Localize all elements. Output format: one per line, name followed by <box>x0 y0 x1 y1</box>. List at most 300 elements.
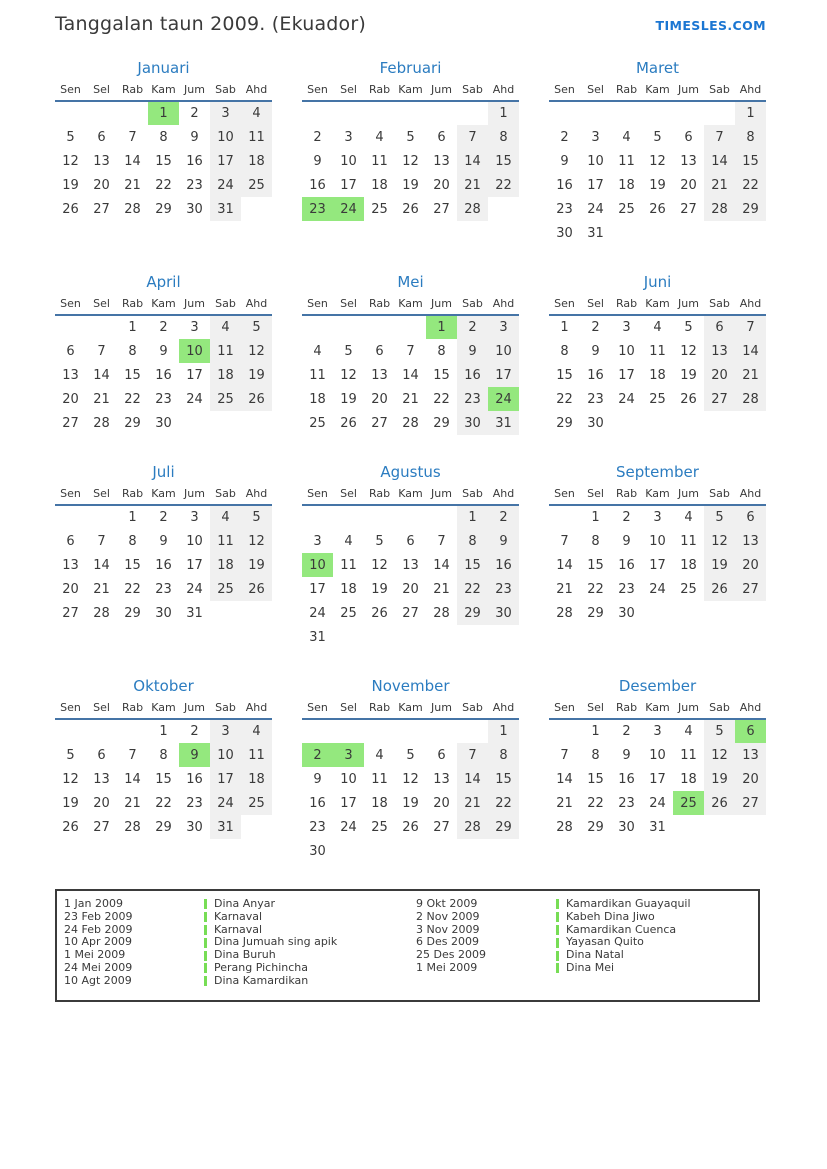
month-title[interactable]: Januari <box>137 59 190 77</box>
day-cell: 19 <box>402 795 419 811</box>
holiday-date: 1 Jan 2009 <box>64 897 123 910</box>
holiday-color-bar <box>204 951 207 961</box>
day-cell: 15 <box>124 557 141 573</box>
day-header: Jum <box>673 296 704 315</box>
day-cell: 9 <box>457 339 488 363</box>
month-title[interactable]: Agustus <box>380 463 441 481</box>
holiday-color-bar <box>556 899 559 909</box>
empty-cell <box>642 101 673 125</box>
day-cell: 2 <box>302 743 333 767</box>
legend-column <box>416 898 768 988</box>
holiday-color-bar <box>556 925 559 935</box>
day-cell: 2 <box>488 505 519 529</box>
day-cell: 3 <box>344 129 353 145</box>
day-cell: 18 <box>340 581 357 597</box>
day-cell: 22 <box>124 581 141 597</box>
day-cell: 4 <box>241 101 272 125</box>
day-cell: 17 <box>649 771 666 787</box>
holiday-date: 2 Nov 2009 <box>416 909 480 923</box>
day-header: Sen <box>55 82 86 101</box>
day-header: Ahd <box>488 700 519 719</box>
day-cell: 10 <box>340 153 357 169</box>
day-cell: 27 <box>62 605 79 621</box>
day-cell: 8 <box>591 533 600 549</box>
day-cell: 31 <box>488 411 519 435</box>
day-cell: 26 <box>402 201 419 217</box>
empty-cell <box>611 411 642 435</box>
empty-cell <box>426 101 457 125</box>
day-cell: 24 <box>649 795 666 811</box>
day-cell: 17 <box>649 557 666 573</box>
day-cell: 25 <box>673 791 704 815</box>
day-header: Kam <box>148 700 179 719</box>
day-cell: 8 <box>159 129 168 145</box>
months-grid <box>55 59 766 863</box>
day-cell: 12 <box>241 339 272 363</box>
empty-cell <box>704 601 735 625</box>
day-cell: 21 <box>556 581 573 597</box>
day-cell: 28 <box>93 605 110 621</box>
empty-cell <box>735 411 766 435</box>
day-cell: 29 <box>735 197 766 221</box>
day-cell: 26 <box>62 819 79 835</box>
day-cell: 24 <box>186 581 203 597</box>
holiday-date: 6 Des 2009 <box>416 935 479 949</box>
day-cell: 26 <box>340 415 357 431</box>
day-cell: 17 <box>186 557 203 573</box>
day-cell: 15 <box>488 767 519 791</box>
day-cell: 22 <box>433 391 450 407</box>
day-cell: 13 <box>93 153 110 169</box>
day-cell: 3 <box>210 719 241 743</box>
day-header: Sab <box>704 82 735 101</box>
day-cell: 11 <box>309 367 326 383</box>
day-header: Sel <box>333 700 364 719</box>
day-cell: 8 <box>437 343 446 359</box>
day-cell: 9 <box>190 129 199 145</box>
day-cell: 27 <box>93 819 110 835</box>
day-cell: 8 <box>128 343 137 359</box>
day-cell: 19 <box>62 795 79 811</box>
day-header: Ahd <box>735 486 766 505</box>
day-header: Kam <box>642 486 673 505</box>
day-cell: 18 <box>618 177 635 193</box>
day-cell: 17 <box>210 767 241 791</box>
day-cell: 28 <box>556 605 573 621</box>
day-header: Sen <box>302 486 333 505</box>
day-cell: 31 <box>186 605 203 621</box>
month-calendar <box>549 296 766 435</box>
empty-cell <box>117 101 148 125</box>
day-cell: 28 <box>93 415 110 431</box>
day-cell: 31 <box>587 225 604 241</box>
day-header: Sen <box>549 296 580 315</box>
day-cell: 28 <box>457 197 488 221</box>
day-cell: 30 <box>309 843 326 859</box>
day-header: Ahd <box>241 700 272 719</box>
day-cell: 29 <box>124 605 141 621</box>
day-cell: 14 <box>556 771 573 787</box>
day-cell: 18 <box>680 771 697 787</box>
day-header: Rab <box>611 82 642 101</box>
day-cell: 25 <box>371 819 388 835</box>
day-cell: 13 <box>735 529 766 553</box>
day-header: Jum <box>673 700 704 719</box>
day-cell: 30 <box>556 225 573 241</box>
legend-row <box>64 911 416 924</box>
day-cell: 5 <box>704 505 735 529</box>
day-cell: 2 <box>190 724 199 739</box>
holiday-date: 25 Des 2009 <box>416 948 486 962</box>
day-cell: 28 <box>556 819 573 835</box>
day-header: Kam <box>642 82 673 101</box>
day-cell: 3 <box>488 315 519 339</box>
day-cell: 5 <box>66 129 75 145</box>
day-cell: 17 <box>186 367 203 383</box>
day-cell: 10 <box>488 339 519 363</box>
day-cell: 20 <box>402 581 419 597</box>
day-cell: 11 <box>680 747 697 763</box>
day-cell: 8 <box>591 747 600 763</box>
empty-cell <box>86 315 117 339</box>
day-cell: 13 <box>402 557 419 573</box>
day-cell: 2 <box>622 510 631 525</box>
day-cell: 5 <box>406 747 415 763</box>
day-cell: 25 <box>241 791 272 815</box>
day-cell: 7 <box>457 743 488 767</box>
day-cell: 5 <box>684 320 693 335</box>
day-cell: 21 <box>704 173 735 197</box>
day-cell: 6 <box>66 533 75 549</box>
empty-cell <box>395 101 426 125</box>
holiday-date: 10 Apr 2009 <box>64 935 133 949</box>
day-cell: 29 <box>124 415 141 431</box>
month-title[interactable]: Mei <box>397 273 424 291</box>
day-cell: 15 <box>433 367 450 383</box>
holiday-name: Karnaval <box>214 922 263 936</box>
holiday-color-bar <box>556 951 559 961</box>
day-header: Jum <box>426 82 457 101</box>
empty-cell <box>210 411 241 435</box>
day-header: Jum <box>179 486 210 505</box>
day-cell: 18 <box>680 557 697 573</box>
day-cell: 4 <box>653 320 662 335</box>
empty-cell <box>364 315 395 339</box>
empty-cell <box>426 625 457 649</box>
day-cell: 16 <box>186 771 203 787</box>
holiday-color-bar <box>204 925 207 935</box>
day-cell: 22 <box>457 577 488 601</box>
day-cell: 20 <box>433 795 450 811</box>
day-cell: 19 <box>241 363 272 387</box>
day-cell: 8 <box>457 529 488 553</box>
legend-row <box>64 962 416 975</box>
day-cell: 30 <box>457 411 488 435</box>
day-header: Rab <box>364 700 395 719</box>
day-header: Rab <box>611 296 642 315</box>
day-cell: 23 <box>302 197 333 221</box>
day-cell: 14 <box>93 557 110 573</box>
day-cell: 4 <box>684 510 693 525</box>
day-cell: 27 <box>402 605 419 621</box>
day-cell: 6 <box>97 747 106 763</box>
holiday-date: 24 Feb 2009 <box>64 922 133 936</box>
empty-cell <box>395 625 426 649</box>
day-cell: 11 <box>241 125 272 149</box>
holiday-color-bar <box>204 963 207 973</box>
empty-cell <box>241 197 272 221</box>
day-cell: 6 <box>735 505 766 529</box>
day-cell: 17 <box>309 581 326 597</box>
day-cell: 13 <box>704 339 735 363</box>
day-cell: 11 <box>210 529 241 553</box>
day-cell: 12 <box>704 529 735 553</box>
day-cell: 11 <box>210 339 241 363</box>
day-cell: 7 <box>128 129 137 145</box>
day-cell: 1 <box>128 320 137 335</box>
day-cell: 25 <box>210 387 241 411</box>
day-cell: 16 <box>309 177 326 193</box>
empty-cell <box>704 221 735 245</box>
day-cell: 5 <box>375 533 384 549</box>
day-header: Ahd <box>488 82 519 101</box>
day-header: Kam <box>148 82 179 101</box>
day-header: Ahd <box>241 296 272 315</box>
day-cell: 16 <box>587 367 604 383</box>
empty-cell <box>333 505 364 529</box>
empty-cell <box>549 505 580 529</box>
day-cell: 6 <box>437 129 446 145</box>
day-cell: 25 <box>680 581 697 597</box>
month-september <box>549 463 766 625</box>
day-cell: 20 <box>371 391 388 407</box>
day-cell: 18 <box>241 149 272 173</box>
empty-cell <box>642 601 673 625</box>
day-header: Ahd <box>735 700 766 719</box>
day-cell: 14 <box>124 771 141 787</box>
day-cell: 20 <box>93 177 110 193</box>
day-cell: 13 <box>680 153 697 169</box>
day-header: Rab <box>364 486 395 505</box>
day-cell: 12 <box>371 557 388 573</box>
day-cell: 24 <box>186 391 203 407</box>
day-cell: 12 <box>241 529 272 553</box>
day-cell: 22 <box>587 795 604 811</box>
day-cell: 1 <box>488 719 519 743</box>
empty-cell <box>364 625 395 649</box>
day-cell: 2 <box>313 129 322 145</box>
day-cell: 5 <box>344 343 353 359</box>
brand-link[interactable]: TIMESLES.COM <box>655 18 766 33</box>
day-cell: 23 <box>488 577 519 601</box>
empty-cell <box>333 839 364 863</box>
day-cell: 12 <box>402 153 419 169</box>
day-cell: 24 <box>340 819 357 835</box>
day-cell: 22 <box>735 173 766 197</box>
day-cell: 16 <box>155 557 172 573</box>
day-header: Rab <box>611 486 642 505</box>
day-cell: 1 <box>457 505 488 529</box>
day-header: Sel <box>333 82 364 101</box>
holiday-date: 10 Agt 2009 <box>64 973 132 987</box>
day-cell: 14 <box>556 557 573 573</box>
day-cell: 3 <box>210 101 241 125</box>
day-cell: 20 <box>680 177 697 193</box>
day-cell: 4 <box>210 315 241 339</box>
day-cell: 2 <box>622 724 631 739</box>
day-cell: 23 <box>556 201 573 217</box>
month-title[interactable]: Desember <box>618 677 697 695</box>
day-header: Sab <box>457 296 488 315</box>
holiday-date: 24 Mei 2009 <box>64 960 133 974</box>
day-header: Sab <box>457 486 488 505</box>
day-cell: 25 <box>371 201 388 217</box>
month-title[interactable]: Juni <box>643 273 672 291</box>
empty-cell <box>395 315 426 339</box>
empty-cell <box>673 101 704 125</box>
holiday-date: 1 Mei 2009 <box>64 948 126 962</box>
page-title: Tanggalan taun 2009. (Ekuador) <box>55 13 366 35</box>
day-cell: 27 <box>433 201 450 217</box>
day-header: Rab <box>117 486 148 505</box>
day-cell: 21 <box>433 581 450 597</box>
day-cell: 19 <box>62 177 79 193</box>
day-header: Kam <box>148 486 179 505</box>
day-cell: 29 <box>587 605 604 621</box>
day-cell: 19 <box>680 367 697 383</box>
day-cell: 20 <box>433 177 450 193</box>
day-cell: 9 <box>622 533 631 549</box>
day-cell: 20 <box>735 767 766 791</box>
day-cell: 10 <box>179 339 210 363</box>
empty-cell <box>86 719 117 743</box>
day-cell: 24 <box>587 201 604 217</box>
day-cell: 19 <box>241 553 272 577</box>
month-calendar <box>549 486 766 625</box>
legend-row <box>416 898 768 911</box>
legend-column <box>64 898 416 988</box>
day-cell: 9 <box>159 533 168 549</box>
day-header: Sel <box>333 296 364 315</box>
empty-cell <box>488 197 519 221</box>
month-title[interactable]: Oktober <box>133 677 194 695</box>
empty-cell <box>333 625 364 649</box>
day-cell: 28 <box>457 815 488 839</box>
month-januari <box>55 59 272 221</box>
day-cell: 7 <box>406 343 415 359</box>
empty-cell <box>642 221 673 245</box>
month-title[interactable]: November <box>371 677 450 695</box>
day-header: Jum <box>179 82 210 101</box>
day-cell: 24 <box>618 391 635 407</box>
day-header: Sab <box>210 296 241 315</box>
day-cell: 4 <box>375 129 384 145</box>
day-cell: 23 <box>186 177 203 193</box>
day-cell: 13 <box>93 771 110 787</box>
month-title[interactable]: Juli <box>152 463 175 481</box>
month-desember <box>549 677 766 839</box>
day-cell: 6 <box>97 129 106 145</box>
month-title[interactable]: April <box>146 273 181 291</box>
day-cell: 13 <box>433 153 450 169</box>
day-cell: 22 <box>124 391 141 407</box>
day-cell: 9 <box>488 529 519 553</box>
month-calendar <box>302 486 519 649</box>
day-cell: 10 <box>210 743 241 767</box>
month-oktober <box>55 677 272 839</box>
day-cell: 27 <box>704 387 735 411</box>
empty-cell <box>488 625 519 649</box>
day-cell: 14 <box>402 367 419 383</box>
empty-cell <box>395 505 426 529</box>
month-agustus <box>302 463 519 649</box>
day-cell: 26 <box>704 577 735 601</box>
day-cell: 9 <box>622 747 631 763</box>
month-calendar <box>302 296 519 435</box>
holiday-legend <box>55 889 760 1002</box>
empty-cell <box>302 315 333 339</box>
day-cell: 15 <box>587 771 604 787</box>
month-calendar <box>55 82 272 221</box>
empty-cell <box>333 719 364 743</box>
day-cell: 21 <box>93 581 110 597</box>
day-cell: 16 <box>457 363 488 387</box>
day-cell: 8 <box>560 343 569 359</box>
day-cell: 11 <box>649 343 666 359</box>
day-cell: 20 <box>62 391 79 407</box>
month-november <box>302 677 519 863</box>
holiday-name: Kabeh Dina Jiwo <box>566 909 655 923</box>
month-title[interactable]: Maret <box>635 59 680 77</box>
day-cell: 29 <box>433 415 450 431</box>
day-cell: 1 <box>159 724 168 739</box>
day-cell: 11 <box>680 533 697 549</box>
holiday-name: Dina Buruh <box>214 948 276 962</box>
day-cell: 8 <box>735 125 766 149</box>
day-cell: 22 <box>587 581 604 597</box>
month-title[interactable]: September <box>616 463 699 481</box>
day-header: Sab <box>210 700 241 719</box>
day-cell: 10 <box>340 771 357 787</box>
day-cell: 6 <box>375 343 384 359</box>
day-cell: 1 <box>488 101 519 125</box>
day-cell: 18 <box>210 363 241 387</box>
day-cell: 14 <box>433 557 450 573</box>
day-cell: 16 <box>309 795 326 811</box>
day-cell: 14 <box>457 767 488 791</box>
day-header: Rab <box>117 700 148 719</box>
day-cell: 17 <box>340 177 357 193</box>
day-header: Sen <box>55 296 86 315</box>
holiday-name: Dina Jumuah sing apik <box>214 935 338 949</box>
month-calendar <box>55 296 272 435</box>
month-title[interactable]: Februari <box>379 59 442 77</box>
empty-cell <box>457 625 488 649</box>
day-cell: 12 <box>62 153 79 169</box>
month-mei <box>302 273 519 435</box>
day-cell: 26 <box>241 577 272 601</box>
empty-cell <box>55 719 86 743</box>
day-cell: 19 <box>402 177 419 193</box>
holiday-color-bar <box>556 912 559 922</box>
day-header: Sab <box>704 296 735 315</box>
legend-row <box>416 911 768 924</box>
day-cell: 7 <box>97 343 106 359</box>
empty-cell <box>704 411 735 435</box>
empty-cell <box>426 505 457 529</box>
day-header: Sen <box>549 82 580 101</box>
day-cell: 13 <box>62 557 79 573</box>
